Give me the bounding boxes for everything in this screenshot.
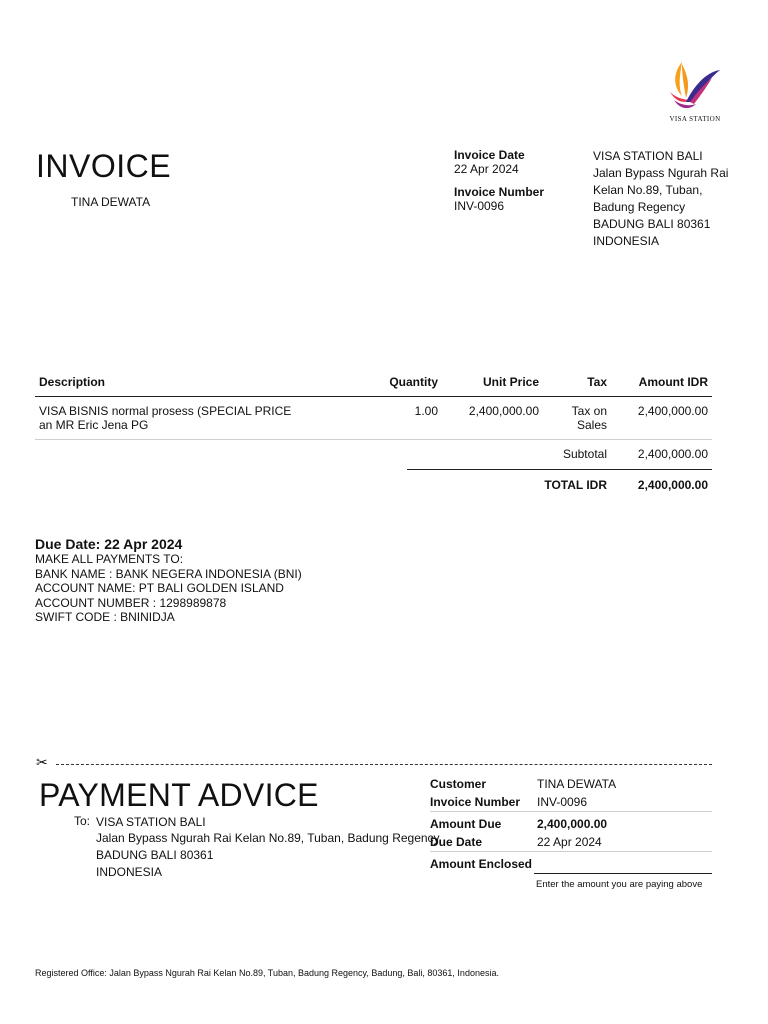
row-tax-line1: Tax on bbox=[571, 404, 607, 418]
row-description-line2: an MR Eric Jena PG bbox=[39, 418, 149, 432]
registered-office-footer: Registered Office: Jalan Bypass Ngurah Rai Kelan No.89, Tuban, Badung Regency, Badung, Bali, 80361, Indonesia. bbox=[35, 968, 499, 978]
company-address-line: Badung Regency bbox=[593, 200, 686, 214]
subtotal-label: Subtotal bbox=[562, 447, 607, 461]
payment-instructions bbox=[35, 536, 302, 625]
total-label: TOTAL IDR bbox=[544, 478, 607, 492]
advice-divider bbox=[430, 851, 712, 852]
dashed-divider bbox=[56, 764, 712, 765]
advice-amount-due-label: Amount Due bbox=[430, 817, 502, 831]
company-address-line: VISA STATION BALI bbox=[593, 149, 703, 163]
advice-invoice-number-label: Invoice Number bbox=[430, 795, 521, 809]
row-quantity: 1.00 bbox=[414, 404, 438, 418]
scissors-icon: ✂ bbox=[36, 754, 48, 770]
advice-divider bbox=[430, 811, 712, 812]
invoice-date-label: Invoice Date bbox=[454, 148, 525, 162]
payment-line: SWIFT CODE : BNINIDJA bbox=[35, 610, 175, 624]
cut-line bbox=[36, 754, 712, 771]
advice-address bbox=[96, 830, 440, 881]
company-address-line: INDONESIA bbox=[593, 234, 660, 248]
col-header-unit-price: Unit Price bbox=[482, 375, 539, 389]
total-value: 2,400,000.00 bbox=[637, 478, 708, 492]
company-address-line: Jalan Bypass Ngurah Rai bbox=[593, 166, 729, 180]
advice-to-name: VISA STATION BALI bbox=[96, 815, 206, 829]
customer-name: TINA DEWATA bbox=[71, 195, 151, 209]
payment-line: BANK NAME : BANK NEGERA INDONESIA (BNI) bbox=[35, 566, 302, 581]
col-header-tax: Tax bbox=[587, 375, 607, 389]
due-date-heading: Due Date: 22 Apr 2024 bbox=[35, 536, 183, 552]
payment-line: MAKE ALL PAYMENTS TO: bbox=[35, 552, 184, 566]
advice-to-label: To: bbox=[74, 814, 91, 828]
table-row-divider bbox=[35, 439, 712, 440]
payment-line: ACCOUNT NUMBER : 1298989878 bbox=[35, 595, 227, 610]
invoice-date-value: 22 Apr 2024 bbox=[454, 162, 519, 176]
invoice-number-label: Invoice Number bbox=[454, 185, 545, 199]
col-header-quantity: Quantity bbox=[389, 375, 438, 389]
advice-due-date-label: Due Date bbox=[430, 835, 483, 849]
advice-amount-due-value: 2,400,000.00 bbox=[537, 817, 608, 831]
advice-address-line: INDONESIA bbox=[96, 865, 163, 879]
visa-station-logo-icon bbox=[660, 56, 726, 124]
amount-enclosed-hint: Enter the amount you are paying above bbox=[536, 879, 703, 890]
payment-line: ACCOUNT NAME: PT BALI GOLDEN ISLAND bbox=[35, 581, 284, 595]
table-header-divider bbox=[35, 396, 712, 397]
advice-address-line: BADUNG BALI 80361 bbox=[96, 848, 214, 862]
col-header-description: Description bbox=[39, 375, 106, 389]
row-amount: 2,400,000.00 bbox=[637, 404, 708, 418]
advice-due-date-value: 22 Apr 2024 bbox=[537, 835, 602, 849]
brand-text: VISA STATION bbox=[669, 115, 721, 123]
advice-customer-label: Customer bbox=[430, 777, 487, 791]
advice-address-line: Jalan Bypass Ngurah Rai Kelan No.89, Tuban, Badung Regency bbox=[96, 831, 440, 845]
company-address bbox=[593, 148, 753, 250]
advice-invoice-number-value: INV-0096 bbox=[537, 795, 588, 809]
amount-enclosed-label: Amount Enclosed bbox=[430, 857, 533, 871]
advice-customer-value: TINA DEWATA bbox=[537, 777, 617, 791]
row-tax-line2: Sales bbox=[576, 418, 607, 432]
row-description-line1: VISA BISNIS normal prosess (SPECIAL PRICE bbox=[39, 404, 292, 418]
total-divider bbox=[407, 469, 712, 470]
col-header-amount: Amount IDR bbox=[638, 375, 708, 389]
subtotal-value: 2,400,000.00 bbox=[637, 447, 708, 461]
company-address-line: Kelan No.89, Tuban, bbox=[593, 183, 703, 197]
invoice-title: INVOICE bbox=[36, 148, 172, 184]
company-address-line: BADUNG BALI 80361 bbox=[593, 217, 711, 231]
amount-enclosed-field[interactable] bbox=[534, 873, 712, 874]
invoice-number-value: INV-0096 bbox=[454, 199, 505, 213]
payment-advice-title: PAYMENT ADVICE bbox=[39, 777, 319, 813]
row-unit-price: 2,400,000.00 bbox=[468, 404, 539, 418]
